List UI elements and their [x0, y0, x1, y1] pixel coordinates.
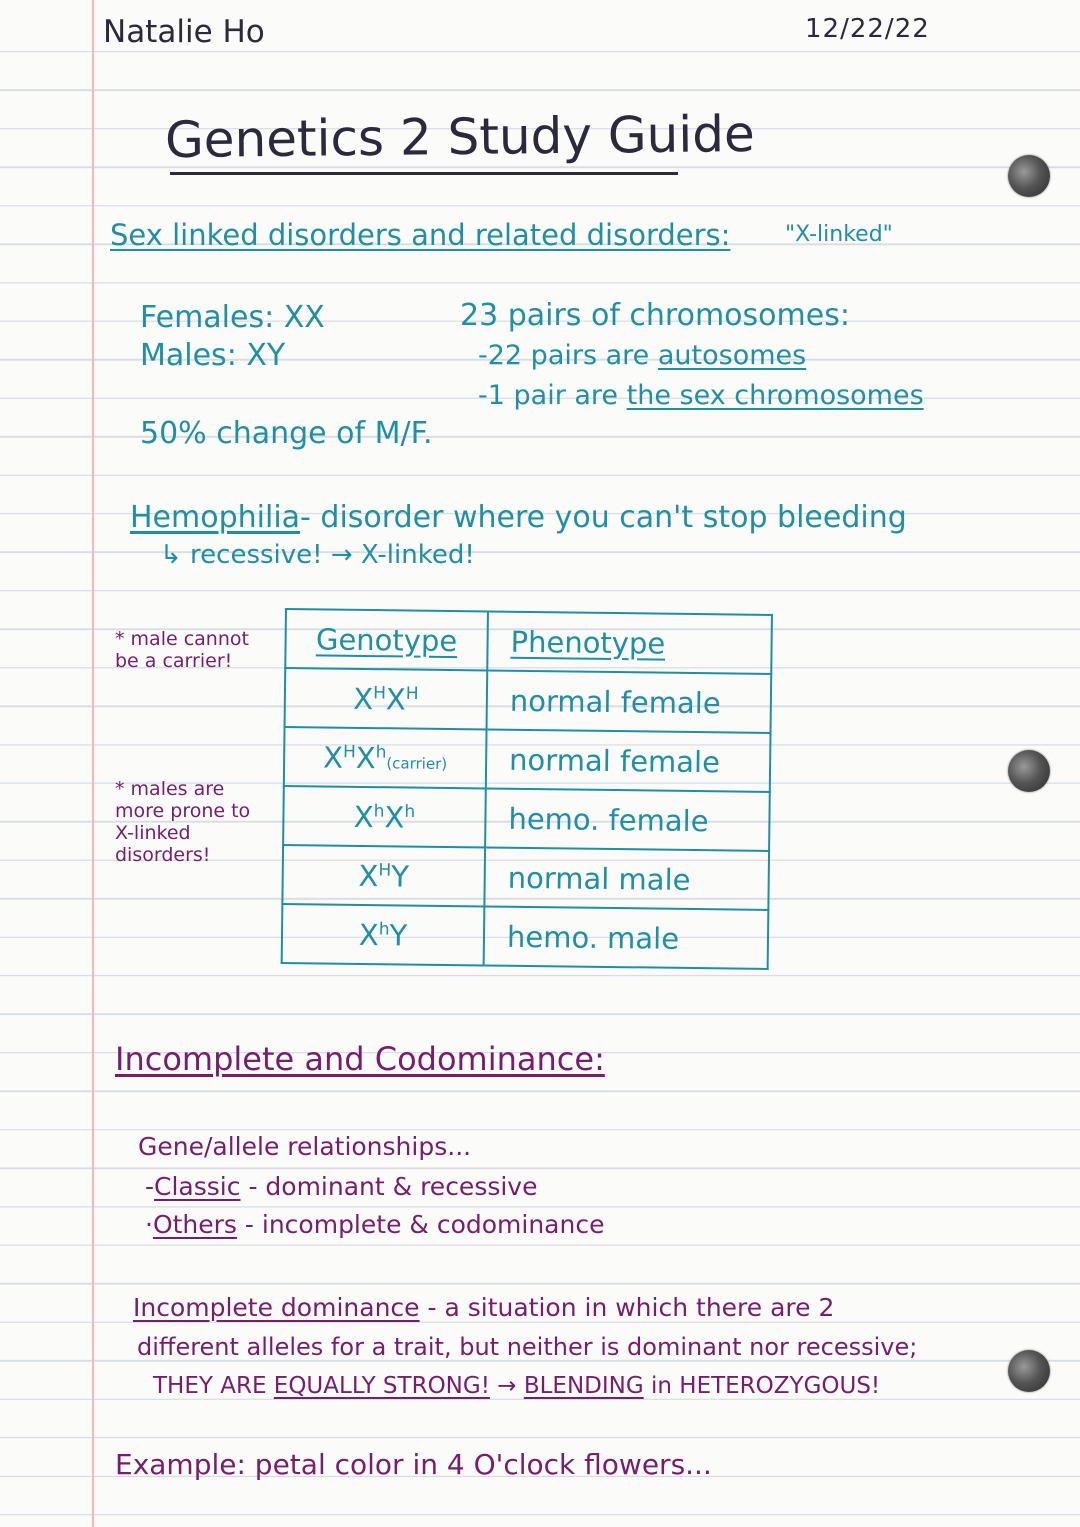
section-heading-incomplete: Incomplete and Codominance:: [115, 1040, 605, 1078]
hemophilia-def-text: - disorder where you can't stop bleeding: [300, 500, 907, 535]
table-row: [283, 786, 770, 851]
pairs-line1-prefix: -22 pairs are: [478, 340, 658, 371]
classic-def: - dominant & recessive: [240, 1172, 538, 1201]
phenotype-cell: normal female: [486, 729, 771, 791]
binder-hole-middle: [1008, 750, 1050, 792]
example-line: Example: petal color in 4 O'clock flowers...: [115, 1448, 712, 1481]
table-row: [282, 904, 769, 969]
table-header-row: [285, 609, 772, 674]
hemophilia-term: Hemophilia: [130, 500, 301, 535]
x-linked-note: "X-linked": [785, 222, 893, 247]
classic-term: Classic: [154, 1172, 241, 1201]
date: 12/22/22: [805, 14, 930, 44]
table-row: [282, 845, 769, 910]
pairs-heading: 23 pairs of chromosomes:: [460, 298, 850, 333]
def-line3-arrow: →: [489, 1373, 524, 1399]
phenotype-cell: hemo. male: [484, 906, 769, 968]
others-def: - incomplete & codominance: [236, 1210, 605, 1239]
incomplete-def-line1: [133, 1293, 834, 1322]
blending: BLENDING: [523, 1373, 644, 1399]
phenotype-cell: hemo. female: [485, 788, 770, 850]
phenotype-cell: normal female: [487, 670, 772, 732]
title-underline: [170, 172, 678, 175]
equally-strong: EQUALLY STRONG!: [273, 1373, 490, 1399]
section-heading-sex-linked: Sex linked disorders and related disorders:: [110, 218, 731, 252]
side-note-carrier: * male cannot be a carrier!: [115, 628, 249, 672]
genotype-cell: $X^hY$: [282, 904, 485, 965]
pairs-line-autosomes: [478, 340, 806, 371]
def-line3-e: in HETEROZYGOUS!: [643, 1373, 881, 1399]
genotype-cell: $X^HY$: [282, 845, 485, 906]
incomplete-def-line3: [153, 1373, 880, 1399]
table-row: [285, 668, 772, 733]
binder-hole-top: [1008, 155, 1050, 197]
sex-chromosomes-term: the sex chromosomes: [626, 380, 924, 411]
author-name: Natalie Ho: [103, 14, 265, 50]
genotype-cell: $X^hX^h$: [283, 786, 486, 847]
hemophilia-note: ↳ recessive! → X-linked!: [160, 540, 475, 570]
genotype-cell: $X^HX^h(carrier)$: [284, 727, 487, 788]
margin-line: [92, 0, 94, 1527]
phenotype-cell: normal male: [484, 847, 769, 909]
others-term: Others: [152, 1210, 237, 1239]
bullet: -: [145, 1172, 155, 1201]
genotype-phenotype-table: [281, 608, 773, 970]
autosomes-term: autosomes: [657, 340, 807, 371]
others-line: [145, 1210, 604, 1239]
relationships-line: Gene/allele relationships...: [138, 1132, 472, 1161]
page-title: Genetics 2 Study Guide: [164, 104, 755, 170]
incomplete-dominance-term: Incomplete dominance: [133, 1293, 420, 1322]
def-line3-a: THEY ARE: [153, 1373, 274, 1399]
binder-hole-bottom: [1008, 1350, 1050, 1392]
genotype-header: Genotype: [285, 609, 488, 670]
males-line: Males: XY: [140, 338, 286, 373]
hemophilia-definition: [130, 500, 907, 535]
chance-line: 50% change of M/F.: [140, 416, 433, 451]
classic-line: [145, 1172, 538, 1201]
females-line: Females: XX: [140, 300, 325, 335]
side-note-prone: * males are more prone to X-linked disorders!: [115, 778, 251, 866]
def-line1-text: - a situation in which there are 2: [419, 1293, 835, 1322]
bullet: ·: [145, 1210, 153, 1239]
pairs-line2-prefix: -1 pair are: [478, 380, 627, 411]
incomplete-def-line2: different alleles for a trait, but neither is dominant nor recessive;: [137, 1333, 918, 1361]
genotype-cell: $X^HX^H$: [285, 668, 488, 729]
table-row: [284, 727, 771, 792]
pairs-line-sex-chromosomes: [478, 380, 924, 411]
phenotype-header: Phenotype: [487, 611, 772, 673]
